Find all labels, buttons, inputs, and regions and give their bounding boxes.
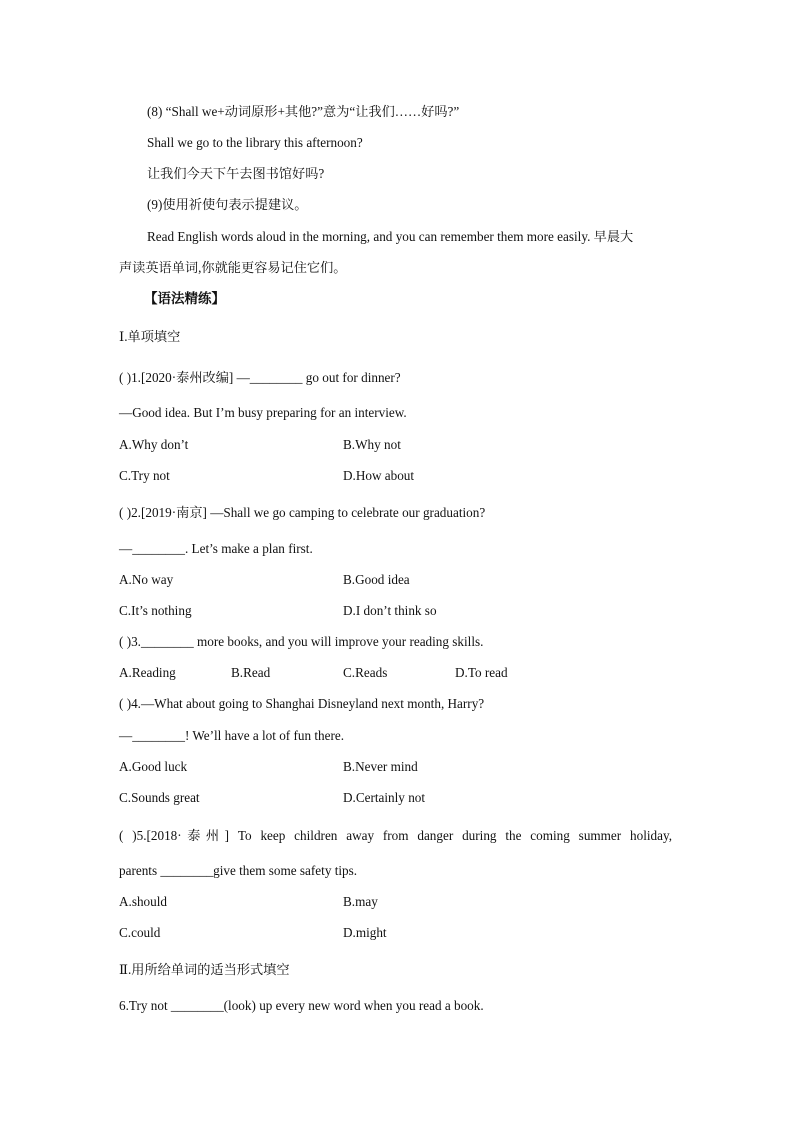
example-8-english: Shall we go to the library this afternoon? xyxy=(147,135,363,150)
example-9-line-2: 声读英语单词,你就能更容易记住它们。 xyxy=(119,260,347,275)
question-4-reply: —________! We’ll have a lot of fun there. xyxy=(119,728,345,743)
example-9-line-1: Read English words aloud in the morning, and you can remember them more easily. 早晨大 xyxy=(147,229,634,244)
question-1-option-c[interactable]: C.Try not xyxy=(119,468,170,483)
question-1-stem: ( )1.[2020·泰州改编] —________ go out for dinner? xyxy=(119,370,401,385)
question-2-option-c[interactable]: C.It’s nothing xyxy=(119,603,192,618)
question-1-option-a[interactable]: A.Why don’t xyxy=(119,437,189,452)
question-2-stem: ( )2.[2019·南京] —Shall we go camping to celebrate our graduation? xyxy=(119,505,486,520)
question-5-stem-line-2: parents ________give them some safety tips. xyxy=(119,863,358,878)
section-1-title: Ⅰ.单项填空 xyxy=(119,329,181,344)
question-4-option-c[interactable]: C.Sounds great xyxy=(119,790,200,805)
question-4-option-b[interactable]: B.Never mind xyxy=(343,759,418,774)
question-1-option-b[interactable]: B.Why not xyxy=(343,437,401,452)
question-5-option-a[interactable]: A.should xyxy=(119,894,167,909)
question-4-stem: ( )4.—What about going to Shanghai Disneyland next month, Harry? xyxy=(119,696,485,711)
question-6: 6.Try not ________(look) up every new word when you read a book. xyxy=(119,998,484,1013)
question-1-option-d[interactable]: D.How about xyxy=(343,468,415,483)
question-3-option-b[interactable]: B.Read xyxy=(231,665,271,680)
question-2-reply: —________. Let’s make a plan first. xyxy=(119,541,313,556)
grammar-note-8: (8) “Shall we+动词原形+其他?”意为“让我们……好吗?” xyxy=(147,104,460,119)
question-1-reply: —Good idea. But I’m busy preparing for an interview. xyxy=(119,405,407,420)
question-2-option-a[interactable]: A.No way xyxy=(119,572,174,587)
question-2-option-b[interactable]: B.Good idea xyxy=(343,572,410,587)
question-5-option-c[interactable]: C.could xyxy=(119,925,161,940)
question-3-stem: ( )3.________ more books, and you will improve your reading skills. xyxy=(119,634,484,649)
question-4-option-d[interactable]: D.Certainly not xyxy=(343,790,426,805)
question-3-option-c[interactable]: C.Reads xyxy=(343,665,388,680)
practice-heading: 【语法精练】 xyxy=(144,291,225,306)
question-4-option-a[interactable]: A.Good luck xyxy=(119,759,188,774)
grammar-note-9: (9)使用祈使句表示提建议。 xyxy=(147,197,308,212)
example-8-chinese: 让我们今天下午去图书馆好吗? xyxy=(147,166,325,181)
question-5-option-b[interactable]: B.may xyxy=(343,894,378,909)
question-5-stem-line-1: ( )5.[2018·泰州] To keep children away from danger during the coming summer holiday, xyxy=(119,828,672,843)
question-3-option-d[interactable]: D.To read xyxy=(455,665,508,680)
question-5-option-d[interactable]: D.might xyxy=(343,925,387,940)
question-2-option-d[interactable]: D.I don’t think so xyxy=(343,603,437,618)
section-2-title: Ⅱ.用所给单词的适当形式填空 xyxy=(119,962,290,977)
question-3-option-a[interactable]: A.Reading xyxy=(119,665,176,680)
